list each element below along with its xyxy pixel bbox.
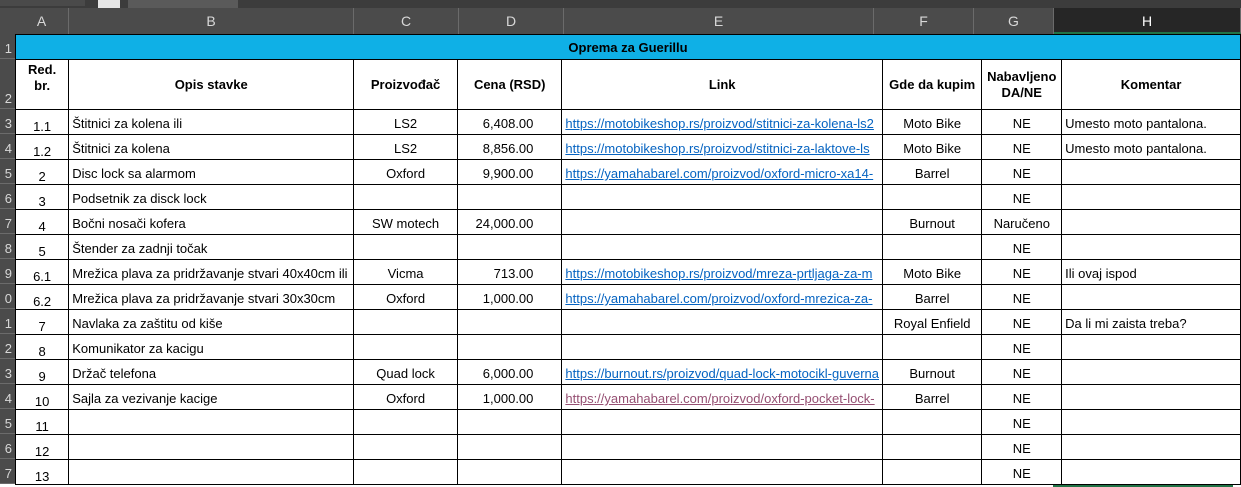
cell-nabavljeno[interactable]: NE — [982, 335, 1062, 360]
row-header[interactable] — [0, 409, 15, 434]
cell-nabavljeno[interactable]: NE — [982, 160, 1062, 185]
spreadsheet-grid — [15, 34, 1241, 485]
cell-opis[interactable]: Komunikator za kacigu — [69, 335, 354, 360]
row-header[interactable] — [0, 234, 15, 259]
cell-cena[interactable]: 6,408.00 — [458, 110, 562, 135]
cell-gde-da-kupim[interactable]: Moto Bike — [882, 260, 981, 285]
cell-opis[interactable]: Držač telefona — [69, 360, 354, 385]
table-row — [16, 460, 1241, 485]
cell-red-br[interactable]: 11 — [16, 410, 69, 435]
table-row — [16, 235, 1241, 260]
header-opis-stavke[interactable]: Opis stavke — [69, 60, 354, 110]
cell-cena[interactable]: 713.00 — [458, 260, 562, 285]
cell-link[interactable] — [562, 460, 883, 485]
cell-gde-da-kupim[interactable] — [882, 235, 981, 260]
cell-cena[interactable] — [458, 460, 562, 485]
cell-proizvodjac[interactable] — [354, 435, 458, 460]
cell-gde-da-kupim[interactable] — [882, 185, 981, 210]
row-number: 2 — [4, 341, 12, 356]
row-number: 3 — [4, 116, 12, 131]
cell-komentar[interactable]: Umesto moto pantalona. — [1062, 135, 1241, 160]
cell-komentar[interactable] — [1062, 235, 1241, 260]
row-header[interactable] — [0, 284, 15, 309]
cell-komentar[interactable] — [1062, 160, 1241, 185]
row-header[interactable] — [0, 209, 15, 234]
cell-link[interactable] — [562, 310, 883, 335]
row-header[interactable] — [0, 59, 15, 109]
cell-nabavljeno[interactable]: NE — [982, 110, 1062, 135]
cell-gde-da-kupim[interactable]: Barrel — [882, 285, 981, 310]
column-header-g[interactable]: G — [974, 8, 1054, 34]
cell-opis[interactable]: Mrežica plava za pridržavanje stvari 30x30cm — [69, 285, 354, 310]
cell-komentar[interactable] — [1062, 285, 1241, 310]
row-header[interactable] — [0, 109, 15, 134]
column-header-b[interactable]: B — [69, 8, 354, 34]
header-proizvodjac[interactable]: Proizvođač — [354, 60, 458, 110]
row-number: 1 — [4, 41, 12, 56]
cell-link[interactable]: https://yamahabarel.com/proizvod/oxford-micro-xa14- — [562, 160, 883, 185]
cell-komentar[interactable] — [1062, 360, 1241, 385]
cell-opis[interactable]: Mrežica plava za pridržavanje stvari 40x40cm ili — [69, 260, 354, 285]
cell-proizvodjac[interactable]: Vicma — [354, 260, 458, 285]
column-header-a[interactable]: A — [15, 8, 69, 34]
row-number: 0 — [4, 291, 12, 306]
row-header[interactable] — [0, 309, 15, 334]
cell-komentar[interactable]: Ili ovaj ispod — [1062, 260, 1241, 285]
row-number: 6 — [4, 441, 12, 456]
column-header-f[interactable]: F — [874, 8, 974, 34]
cell-link[interactable]: https://motobikeshop.rs/proizvod/mreza-prtljaga-za-m — [562, 260, 883, 285]
cell-link[interactable]: https://yamahabarel.com/proizvod/oxford-pocket-lock- — [562, 385, 883, 410]
table-row — [16, 210, 1241, 235]
cell-gde-da-kupim[interactable] — [882, 335, 981, 360]
cell-komentar[interactable] — [1062, 410, 1241, 435]
cell-cena[interactable] — [458, 185, 562, 210]
cell-gde-da-kupim[interactable]: Royal Enfield — [882, 310, 981, 335]
row-number: 7 — [4, 216, 12, 231]
cell-proizvodjac[interactable]: LS2 — [354, 110, 458, 135]
cell-proizvodjac[interactable] — [354, 310, 458, 335]
row-header[interactable] — [0, 184, 15, 209]
cell-proizvodjac[interactable]: Oxford — [354, 385, 458, 410]
cell-nabavljeno[interactable]: NE — [982, 310, 1062, 335]
cell-opis[interactable]: Štender za zadnji točak — [69, 235, 354, 260]
cell-link[interactable] — [562, 410, 883, 435]
cell-red-br[interactable]: 6.1 — [16, 260, 69, 285]
cell-cena[interactable] — [458, 310, 562, 335]
cell-cena[interactable]: 9,900.00 — [458, 160, 562, 185]
cell-proizvodjac[interactable] — [354, 235, 458, 260]
column-header-bar — [0, 8, 1241, 34]
row-number: 8 — [4, 241, 12, 256]
header-komentar[interactable]: Komentar — [1062, 60, 1241, 110]
row-header[interactable] — [0, 159, 15, 184]
cell-red-br[interactable]: 9 — [16, 360, 69, 385]
cell-red-br[interactable]: 3 — [16, 185, 69, 210]
row-header[interactable] — [0, 134, 15, 159]
cell-komentar[interactable] — [1062, 435, 1241, 460]
table-row — [16, 260, 1241, 285]
cell-opis[interactable] — [69, 460, 354, 485]
header-link[interactable]: Link — [562, 60, 883, 110]
cell-cena[interactable] — [458, 335, 562, 360]
header-gde-da-kupim[interactable]: Gde da kupim — [882, 60, 981, 110]
cell-red-br[interactable]: 1.1 — [16, 110, 69, 135]
sheet-tab[interactable] — [128, 0, 238, 8]
cell-cena[interactable]: 6,000.00 — [458, 360, 562, 385]
row-header[interactable] — [0, 459, 15, 484]
cell-komentar[interactable] — [1062, 385, 1241, 410]
header-nabavljeno[interactable]: Nabavljeno DA/NE — [982, 60, 1062, 110]
table-row — [16, 310, 1241, 335]
cell-proizvodjac[interactable]: SW motech — [354, 210, 458, 235]
cell-link[interactable]: https://yamahabarel.com/proizvod/oxford-mrezica-za- — [562, 285, 883, 310]
table-row — [16, 285, 1241, 310]
cell-gde-da-kupim[interactable] — [882, 410, 981, 435]
cell-cena[interactable] — [458, 235, 562, 260]
cell-komentar[interactable]: Da li mi zaista treba? — [1062, 310, 1241, 335]
cell-opis[interactable]: Štitnici za kolena — [69, 135, 354, 160]
cell-opis[interactable]: Sajla za vezivanje kacige — [69, 385, 354, 410]
cell-nabavljeno[interactable]: NE — [982, 185, 1062, 210]
table-row — [16, 110, 1241, 135]
cell-gde-da-kupim[interactable]: Barrel — [882, 385, 981, 410]
cell-komentar[interactable] — [1062, 460, 1241, 485]
table-row — [16, 385, 1241, 410]
cell-cena[interactable] — [458, 410, 562, 435]
cell-komentar[interactable] — [1062, 335, 1241, 360]
cell-gde-da-kupim[interactable]: Burnout — [882, 360, 981, 385]
table-row — [16, 410, 1241, 435]
table-row — [16, 185, 1241, 210]
cell-nabavljeno[interactable]: NE — [982, 135, 1062, 160]
cell-link[interactable] — [562, 435, 883, 460]
cell-red-br[interactable]: 6.2 — [16, 285, 69, 310]
cell-nabavljeno[interactable]: Naručeno — [982, 210, 1062, 235]
column-header-c[interactable]: C — [354, 8, 459, 34]
column-header-h[interactable]: H — [1054, 8, 1241, 34]
cell-cena[interactable]: 1,000.00 — [458, 285, 562, 310]
cell-link[interactable]: https://burnout.rs/proizvod/quad-lock-motocikl-guverna — [562, 360, 883, 385]
row-number: 5 — [4, 416, 12, 431]
header-red-br[interactable]: Red. br. — [16, 60, 69, 110]
cell-proizvodjac[interactable] — [354, 335, 458, 360]
cell-proizvodjac[interactable]: Oxford — [354, 285, 458, 310]
cell-proizvodjac[interactable] — [354, 185, 458, 210]
cell-nabavljeno[interactable]: NE — [982, 385, 1062, 410]
cell-cena[interactable]: 1,000.00 — [458, 385, 562, 410]
table-row — [16, 335, 1241, 360]
sheet-tab-strip — [0, 0, 1241, 8]
cell-red-br[interactable]: 4 — [16, 210, 69, 235]
cell-red-br[interactable]: 5 — [16, 235, 69, 260]
table-row — [16, 160, 1241, 185]
row-number: 6 — [4, 191, 12, 206]
row-header[interactable] — [0, 384, 15, 409]
cell-nabavljeno[interactable]: NE — [982, 460, 1062, 485]
cell-link[interactable]: https://motobikeshop.rs/proizvod/stitnici-za-kolena-ls2 — [562, 110, 883, 135]
cell-proizvodjac[interactable]: LS2 — [354, 135, 458, 160]
cell-nabavljeno[interactable]: NE — [982, 410, 1062, 435]
cell-opis[interactable] — [69, 410, 354, 435]
cell-opis[interactable]: Bočni nosači kofera — [69, 210, 354, 235]
row-header[interactable] — [0, 334, 15, 359]
table-row — [16, 135, 1241, 160]
sheet-tab-active[interactable] — [98, 0, 120, 8]
cell-opis[interactable] — [69, 435, 354, 460]
data-table — [15, 34, 1241, 485]
table-row — [16, 435, 1241, 460]
row-number: 4 — [4, 391, 12, 406]
cell-opis[interactable]: Navlaka za zaštitu od kiše — [69, 310, 354, 335]
cell-gde-da-kupim[interactable]: Moto Bike — [882, 135, 981, 160]
cell-red-br[interactable]: 10 — [16, 385, 69, 410]
cell-gde-da-kupim[interactable]: Moto Bike — [882, 110, 981, 135]
table-row — [16, 360, 1241, 385]
sheet-tab[interactable] — [0, 0, 85, 6]
cell-cena[interactable]: 8,856.00 — [458, 135, 562, 160]
cell-red-br[interactable]: 1.2 — [16, 135, 69, 160]
cell-komentar[interactable]: Umesto moto pantalona. — [1062, 110, 1241, 135]
sheet-title-cell[interactable]: Oprema za Guerillu — [16, 35, 1241, 60]
row-number: 1 — [4, 316, 12, 331]
cell-link[interactable] — [562, 335, 883, 360]
cell-cena[interactable] — [458, 435, 562, 460]
cell-link[interactable] — [562, 235, 883, 260]
cell-nabavljeno[interactable]: NE — [982, 360, 1062, 385]
cell-red-br[interactable]: 7 — [16, 310, 69, 335]
cell-red-br[interactable]: 8 — [16, 335, 69, 360]
row-number: 7 — [4, 466, 12, 481]
cell-nabavljeno[interactable]: NE — [982, 285, 1062, 310]
cell-nabavljeno[interactable]: NE — [982, 435, 1062, 460]
cell-red-br[interactable]: 2 — [16, 160, 69, 185]
cell-gde-da-kupim[interactable]: Barrel — [882, 160, 981, 185]
cell-link[interactable]: https://motobikeshop.rs/proizvod/stitnici-za-laktove-ls — [562, 135, 883, 160]
row-number: 3 — [4, 366, 12, 381]
row-number: 9 — [4, 266, 12, 281]
cell-proizvodjac[interactable]: Quad lock — [354, 360, 458, 385]
cell-gde-da-kupim[interactable] — [882, 435, 981, 460]
cell-red-br[interactable]: 12 — [16, 435, 69, 460]
cell-proizvodjac[interactable] — [354, 460, 458, 485]
cell-komentar[interactable] — [1062, 210, 1241, 235]
row-number: 5 — [4, 166, 12, 181]
column-header-d[interactable]: D — [459, 8, 564, 34]
cell-nabavljeno[interactable]: NE — [982, 260, 1062, 285]
cell-link[interactable] — [562, 210, 883, 235]
cell-gde-da-kupim[interactable] — [882, 460, 981, 485]
cell-proizvodjac[interactable]: Oxford — [354, 160, 458, 185]
cell-opis[interactable]: Podsetnik za disck lock — [69, 185, 354, 210]
cell-komentar[interactable] — [1062, 185, 1241, 210]
cell-red-br[interactable]: 13 — [16, 460, 69, 485]
cell-proizvodjac[interactable] — [354, 410, 458, 435]
row-header[interactable] — [0, 34, 15, 59]
row-header[interactable] — [0, 434, 15, 459]
header-cena[interactable]: Cena (RSD) — [458, 60, 562, 110]
cell-link[interactable] — [562, 185, 883, 210]
cell-gde-da-kupim[interactable]: Burnout — [882, 210, 981, 235]
row-number: 4 — [4, 141, 12, 156]
row-header[interactable] — [0, 359, 15, 384]
cell-opis[interactable]: Štitnici za kolena ili — [69, 110, 354, 135]
cell-cena[interactable]: 24,000.00 — [458, 210, 562, 235]
cell-nabavljeno[interactable]: NE — [982, 235, 1062, 260]
cell-opis[interactable]: Disc lock sa alarmom — [69, 160, 354, 185]
row-number: 2 — [4, 91, 12, 106]
row-header[interactable] — [0, 259, 15, 284]
column-header-e[interactable]: E — [564, 8, 874, 34]
